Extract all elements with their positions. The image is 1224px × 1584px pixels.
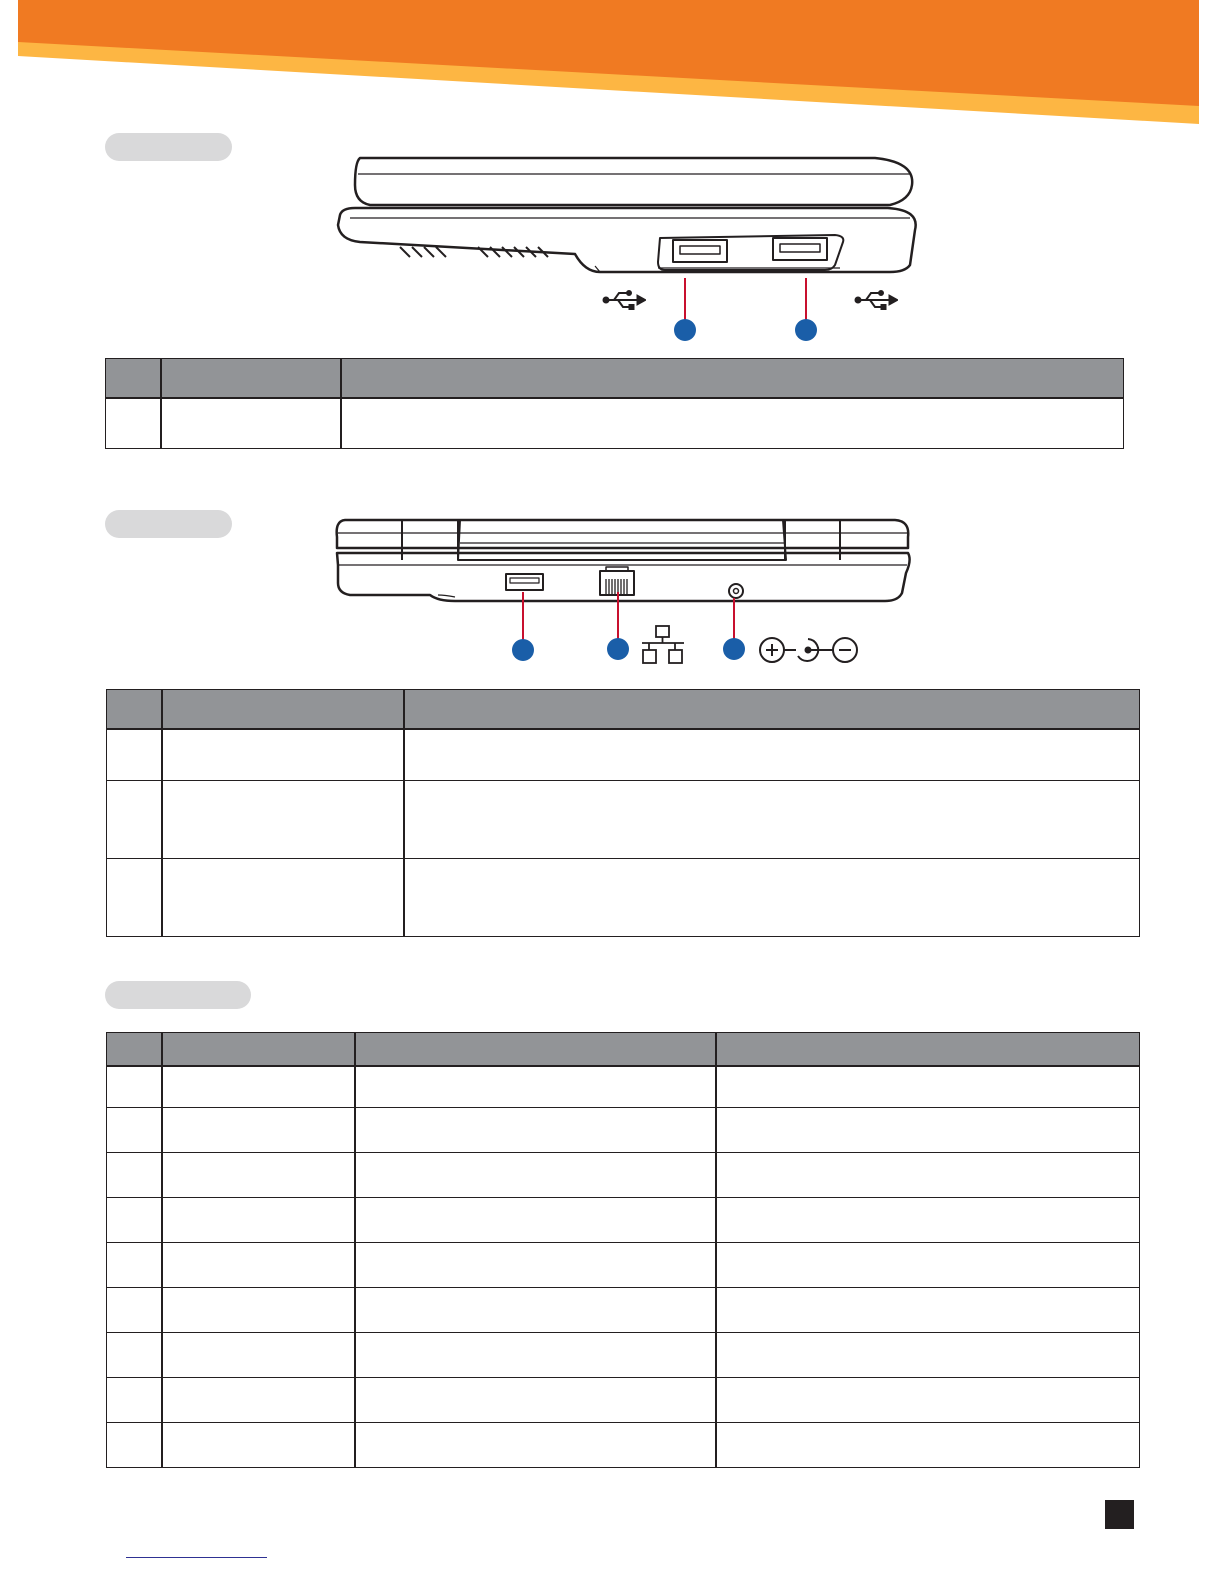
table-cell — [107, 1066, 162, 1107]
callout-1 — [674, 319, 696, 341]
usb-icon — [602, 289, 646, 311]
leader-line — [522, 592, 524, 642]
table-cell — [162, 1422, 355, 1467]
table-row — [107, 780, 1140, 858]
table-cell — [162, 858, 404, 936]
table-cell — [341, 398, 1124, 448]
table-row — [107, 1332, 1140, 1377]
table-cell — [107, 1377, 162, 1422]
table-cell — [716, 1066, 1140, 1107]
table-cell — [161, 398, 341, 448]
table-cell — [355, 1197, 716, 1242]
table-cell — [716, 1242, 1140, 1287]
callout-3 — [723, 638, 745, 660]
table-cell — [162, 1152, 355, 1197]
table-cell — [355, 1332, 716, 1377]
lan-icon — [640, 624, 686, 666]
table-cell — [355, 1066, 716, 1107]
column-header-description — [404, 690, 1140, 730]
table-cell — [716, 1422, 1140, 1467]
header-banner — [0, 0, 1224, 130]
usb-port — [506, 574, 543, 590]
table-cell — [716, 1377, 1140, 1422]
section-label-rear-side — [105, 510, 232, 538]
table-row — [107, 1066, 1140, 1107]
dc-power-polarity-icon — [758, 636, 860, 664]
table-cell — [716, 1152, 1140, 1197]
page-number-box — [1105, 1500, 1134, 1529]
table-cell — [716, 1287, 1140, 1332]
table-cell — [107, 1332, 162, 1377]
column-header-no — [106, 359, 161, 399]
column-header-name — [161, 359, 341, 399]
table-cell — [107, 1107, 162, 1152]
table-row — [106, 398, 1124, 448]
laptop-left-side-illustration — [330, 150, 920, 280]
callout-2 — [607, 638, 629, 660]
dc-in-jack — [729, 584, 743, 598]
table-cell — [107, 1287, 162, 1332]
rear-side-ports-table — [106, 689, 1140, 937]
table-row — [107, 1242, 1140, 1287]
table-cell — [162, 1242, 355, 1287]
table-cell — [107, 858, 162, 936]
column-header-description — [341, 359, 1124, 399]
callout-1 — [512, 639, 534, 661]
table-row — [107, 1197, 1140, 1242]
table-cell — [162, 1107, 355, 1152]
usb-icon — [854, 289, 898, 311]
section-label-indicators — [105, 981, 251, 1009]
table-row — [107, 1422, 1140, 1467]
table-cell — [355, 1422, 716, 1467]
table-cell — [107, 1152, 162, 1197]
indicator-table — [106, 1032, 1140, 1468]
footer-link[interactable] — [126, 1557, 267, 1558]
table-cell — [107, 1242, 162, 1287]
table-row — [107, 1377, 1140, 1422]
section-label-left-side — [105, 133, 232, 161]
leader-line — [684, 278, 686, 322]
left-side-ports-table — [105, 358, 1124, 449]
table-row — [107, 1107, 1140, 1152]
table-cell — [107, 1197, 162, 1242]
table-cell — [355, 1377, 716, 1422]
laptop-rear-side-illustration — [330, 515, 915, 615]
table-cell — [404, 729, 1140, 780]
table-cell — [404, 780, 1140, 858]
table-cell — [162, 1332, 355, 1377]
table-cell — [716, 1197, 1140, 1242]
table-cell — [162, 1197, 355, 1242]
table-cell — [107, 729, 162, 780]
leader-line — [805, 278, 807, 322]
table-header-row — [107, 1033, 1140, 1067]
usb-port-1 — [673, 240, 727, 262]
callout-2 — [795, 319, 817, 341]
table-cell — [355, 1242, 716, 1287]
leader-line — [617, 592, 619, 640]
table-cell — [162, 1287, 355, 1332]
table-row — [107, 1152, 1140, 1197]
table-header-row — [106, 359, 1124, 399]
column-header-no — [107, 1033, 162, 1067]
column-header-no — [107, 690, 162, 730]
column-header-status — [355, 1033, 716, 1067]
column-header-name — [162, 690, 404, 730]
table-header-row — [107, 690, 1140, 730]
table-cell — [162, 1066, 355, 1107]
leader-line — [733, 598, 735, 640]
table-cell — [162, 729, 404, 780]
table-cell — [106, 398, 161, 448]
table-cell — [404, 858, 1140, 936]
table-cell — [355, 1107, 716, 1152]
table-cell — [162, 1377, 355, 1422]
table-cell — [716, 1332, 1140, 1377]
column-header-description — [716, 1033, 1140, 1067]
table-cell — [355, 1287, 716, 1332]
table-row — [107, 729, 1140, 780]
table-cell — [162, 780, 404, 858]
table-cell — [716, 1107, 1140, 1152]
usb-port-2 — [773, 238, 827, 260]
table-cell — [107, 780, 162, 858]
table-row — [107, 858, 1140, 936]
table-row — [107, 1287, 1140, 1332]
table-cell — [355, 1152, 716, 1197]
table-cell — [107, 1422, 162, 1467]
column-header-name — [162, 1033, 355, 1067]
